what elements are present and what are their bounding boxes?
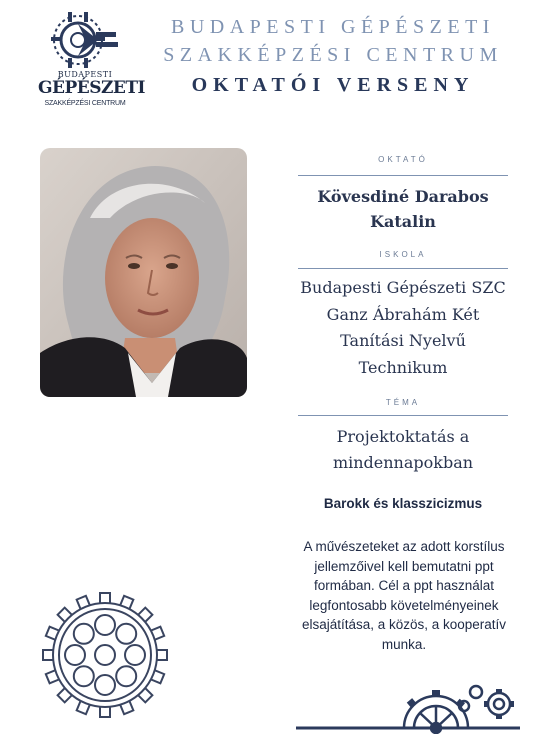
teacher-name-line: Kövesdiné Darabos [317, 187, 489, 206]
divider [298, 175, 508, 176]
school-name-line: Technikum [358, 357, 448, 377]
divider [298, 268, 508, 269]
logo-line-3: SZAKKÉPZÉSI CENTRUM [44, 100, 126, 107]
teacher-label: OKTATÓ [378, 155, 428, 164]
teacher-photo [40, 148, 247, 397]
school-name-line: Tanítási Nyelvű [340, 331, 466, 350]
gear-logo-icon [48, 10, 122, 70]
divider [298, 415, 508, 416]
project-subtitle: Barokk és klasszicizmus [323, 496, 483, 511]
school-name-line: Ganz Ábrahám Két [326, 304, 480, 324]
header-line-2: SZAKKÉPZÉSI CENTRUM [163, 44, 503, 66]
description-line: elsajátítása, a közös, a kooperatív [301, 617, 507, 633]
project-description [268, 537, 540, 655]
gear-decoration-icon [40, 590, 170, 724]
description-line: formában. Cél a ppt használat [313, 578, 495, 594]
description-line: A művészeteket az adott korstílus [303, 539, 505, 554]
logo-line-2: GÉPÉSZETI [38, 78, 145, 98]
topic-name-line: mindennapokban [332, 453, 474, 472]
school-name [292, 275, 514, 381]
school-name-line: Budapesti Gépészeti SZC [300, 278, 506, 297]
topic-name-line: Projektoktatás a [336, 427, 470, 446]
header-line-1: BUDAPESTI GÉPÉSZETI [171, 16, 495, 38]
logo-line-1: BUDAPESTI [57, 70, 113, 79]
school-label: ISKOLA [379, 250, 427, 259]
teacher-name-line: Katalin [370, 212, 436, 231]
description-line: munka. [381, 636, 427, 652]
header-title: OKTATÓI VERSENY [191, 74, 475, 96]
topic-label: TÉMA [385, 398, 421, 407]
gears-cluster-icon [296, 684, 520, 738]
logo [38, 10, 145, 110]
teacher-name [292, 184, 514, 234]
description-line: legfontosabb követelményeinek [309, 597, 499, 613]
topic-name [292, 424, 514, 476]
description-line: jellemzőivel kell bemutatni ppt [314, 558, 494, 574]
